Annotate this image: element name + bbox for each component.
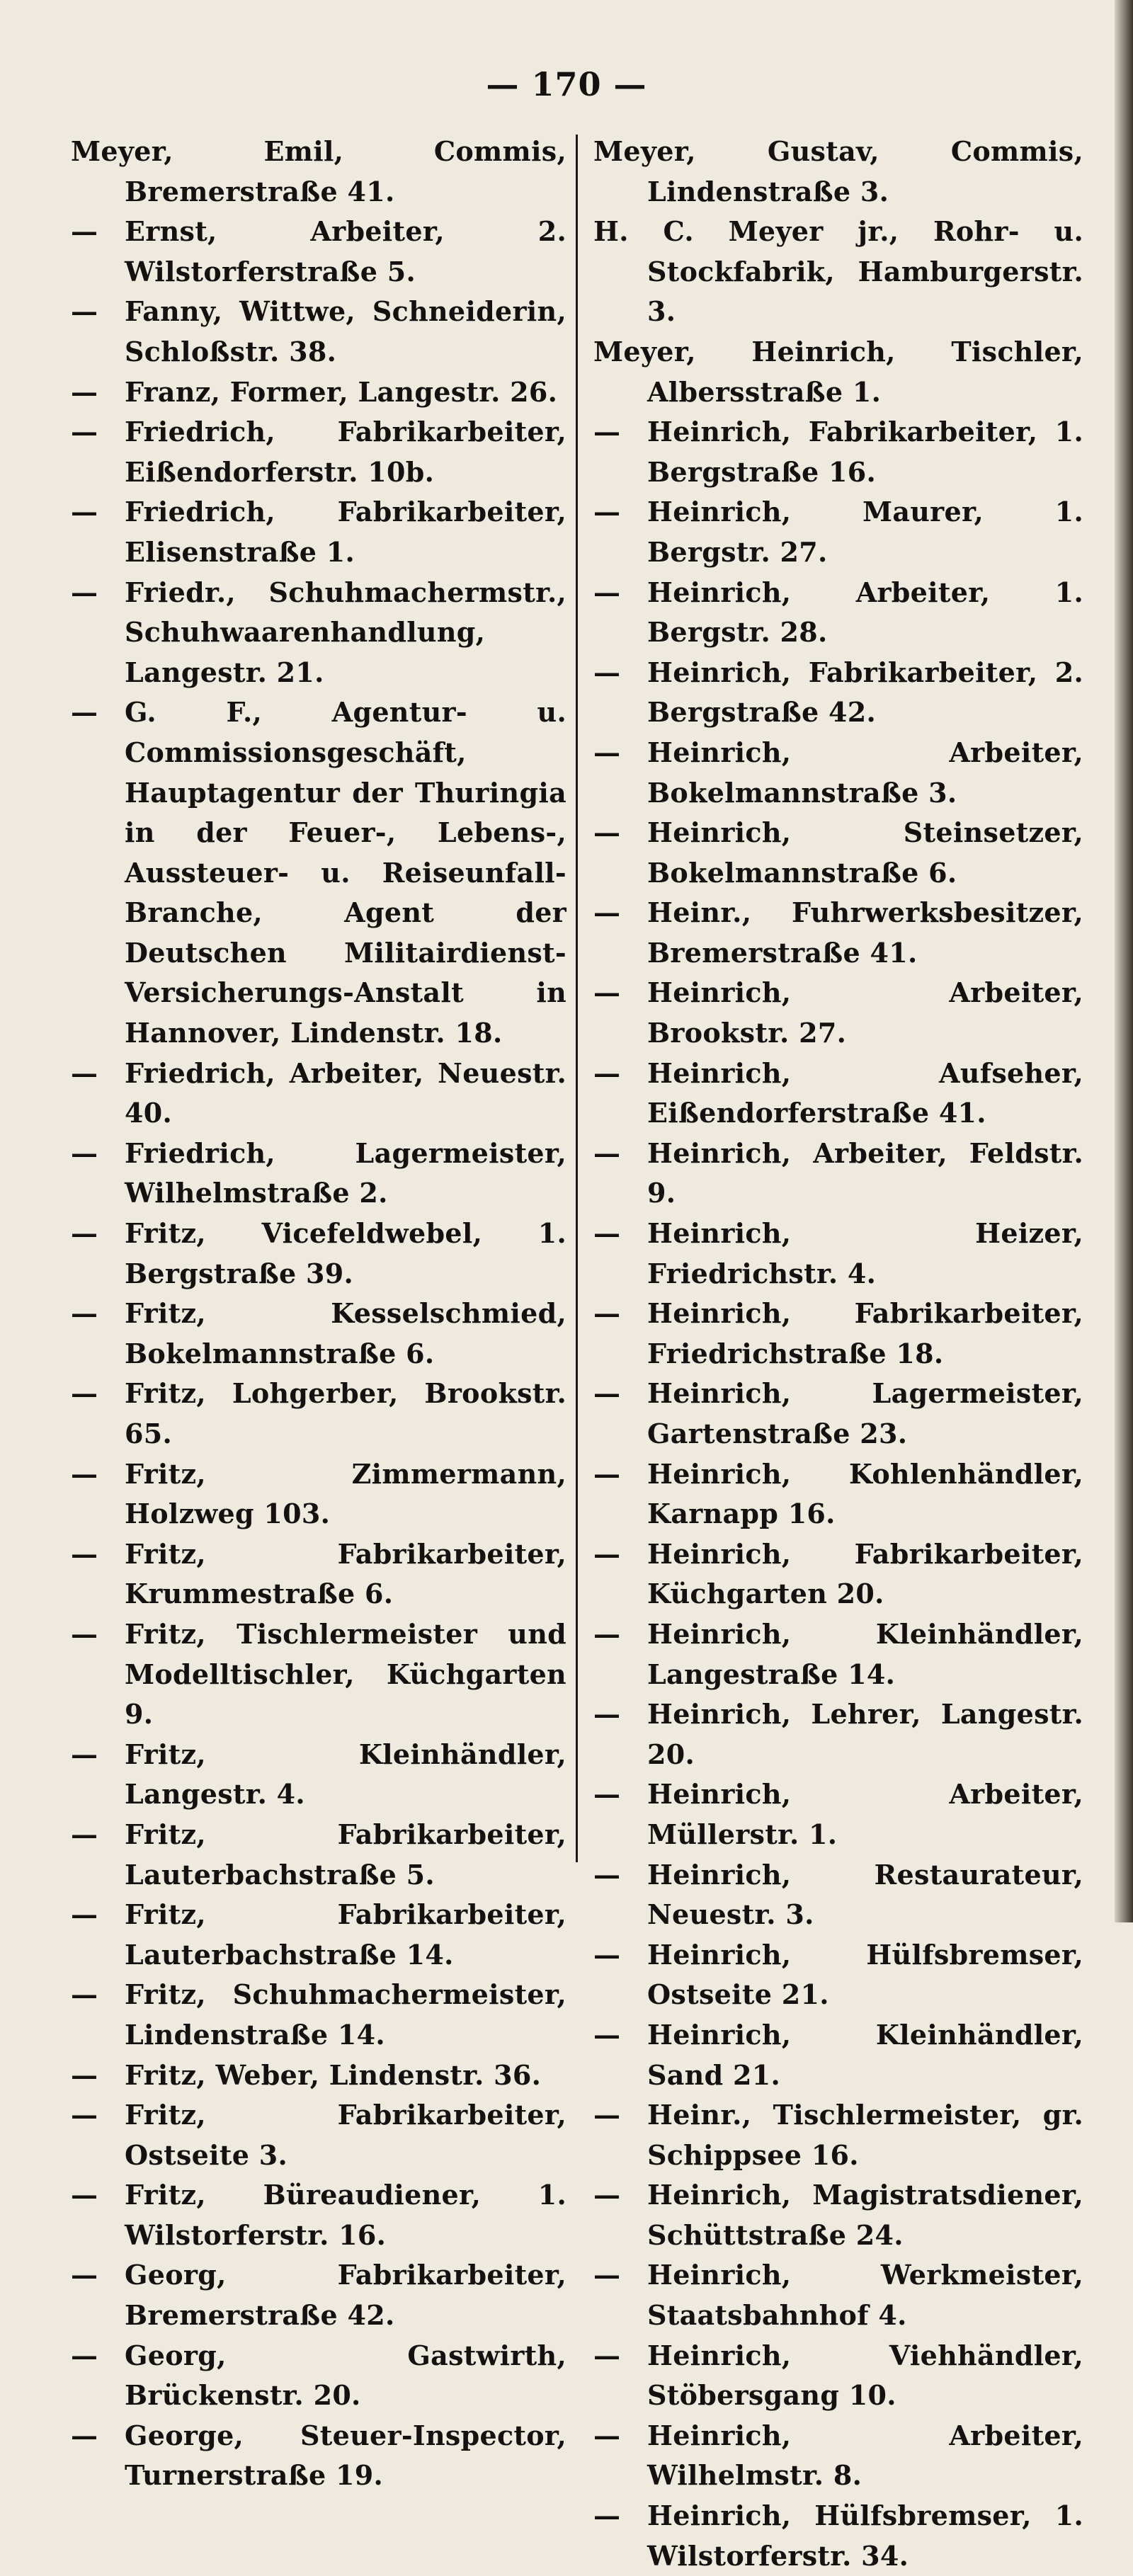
- entry-text: Heinr., Fuhrwerksbesitzer, Bremerstraße 41.: [647, 896, 1083, 969]
- entry-text: Heinrich, Kleinhändler, Langestraße 14.: [647, 1617, 1083, 1690]
- entry-text: Rohr- u. Stockfabrik, Hamburgerstr. 3.: [647, 215, 1083, 328]
- entry-text: Fritz, Kesselschmied, Bokelmannstraße 6.: [125, 1297, 566, 1369]
- directory-entry: [593, 492, 1083, 572]
- ditto-dash: —: [593, 1056, 621, 1089]
- ditto-dash: —: [71, 1136, 98, 1169]
- entry-text: Fritz, Fabrikarbeiter, Lauterbachstraße 14.: [125, 1898, 566, 1971]
- ditto-dash: —: [71, 1056, 98, 1089]
- ditto-dash: —: [71, 1457, 98, 1490]
- directory-entry: [593, 733, 1083, 813]
- entry-text: Fritz, Tischlermeister und Modelltischler, Küchgarten 9.: [125, 1617, 566, 1731]
- directory-entry: [593, 573, 1083, 653]
- ditto-dash: —: [71, 295, 98, 328]
- directory-entry: [71, 1895, 566, 1975]
- ditto-dash: —: [593, 1297, 621, 1330]
- ditto-dash: —: [71, 576, 98, 608]
- entry-text: Heinrich, Lagermeister, Gartenstraße 23.: [647, 1377, 1083, 1449]
- directory-entry: [71, 1214, 566, 1294]
- ditto-dash: —: [71, 1297, 98, 1330]
- ditto-dash: —: [71, 2179, 98, 2211]
- ditto-dash: —: [71, 1738, 98, 1770]
- ditto-dash: —: [593, 2099, 621, 2131]
- ditto-dash: —: [593, 1136, 621, 1169]
- entry-text: Heinrich, Werkmeister, Staatsbahnhof 4.: [647, 2259, 1083, 2332]
- entry-text: Fritz, Weber, Lindenstr. 36.: [125, 2058, 542, 2091]
- entry-text: Heinrich, Fabrikarbeiter, Friedrichstraße 18.: [647, 1297, 1083, 1369]
- entry-text: Heinrich, Fabrikarbeiter, 1. Bergstraße 16.: [647, 416, 1083, 488]
- surname-heading: Meyer,: [593, 135, 696, 167]
- entry-text: Friedrich, Lagermeister, Wilhelmstraße 2.: [125, 1136, 566, 1209]
- page-edge-shadow: [1115, 0, 1133, 1922]
- entry-text: Fritz, Schuhmachermeister, Lindenstraße 14.: [125, 1978, 566, 2051]
- directory-entry: [71, 412, 566, 492]
- entry-text: Emil, Commis, Bremerstraße 41.: [125, 135, 567, 207]
- ditto-dash: —: [71, 416, 98, 448]
- directory-entry: [593, 2255, 1083, 2335]
- directory-entry: [593, 813, 1083, 893]
- ditto-dash: —: [71, 2259, 98, 2291]
- directory-entry: [593, 1214, 1083, 1294]
- directory-entry: [593, 653, 1083, 733]
- ditto-dash: —: [71, 215, 98, 248]
- ditto-dash: —: [593, 1938, 621, 1971]
- entry-text: Fritz, Vicefeldwebel, 1. Bergstraße 39.: [125, 1217, 566, 1289]
- ditto-dash: —: [593, 816, 621, 849]
- entry-text: Franz, Former, Langestr. 26.: [125, 375, 558, 408]
- ditto-dash: —: [593, 416, 621, 448]
- directory-entry: [593, 1294, 1083, 1374]
- directory-entry: [593, 332, 1083, 412]
- ditto-dash: —: [71, 1898, 98, 1931]
- ditto-dash: —: [71, 1818, 98, 1850]
- entry-text: Heinrich, Arbeiter, Bokelmannstraße 3.: [647, 736, 1083, 809]
- directory-entry: [71, 573, 566, 693]
- directory-entry: [71, 1815, 566, 1895]
- entry-text: Gustav, Commis, Lindenstraße 3.: [647, 135, 1084, 207]
- entry-text: Heinr., Tischlermeister, gr. Schippsee 16.: [647, 2099, 1083, 2171]
- directory-entry: [593, 1374, 1083, 1454]
- ditto-dash: —: [593, 736, 621, 768]
- entry-text: Heinrich, Arbeiter, Brookstr. 27.: [647, 976, 1083, 1049]
- directory-entry: [593, 1054, 1083, 1134]
- surname-heading: Meyer,: [71, 135, 173, 167]
- column-divider: [576, 135, 578, 1862]
- directory-entry: [593, 2496, 1083, 2576]
- ditto-dash: —: [71, 1537, 98, 1570]
- ditto-dash: —: [71, 375, 98, 408]
- directory-entry: [593, 132, 1083, 212]
- ditto-dash: —: [71, 1377, 98, 1410]
- left-column: [71, 132, 566, 2496]
- ditto-dash: —: [593, 656, 621, 688]
- ditto-dash: —: [71, 1617, 98, 1650]
- directory-entry: [71, 2416, 566, 2496]
- directory-entry: [593, 1614, 1083, 1694]
- directory-entry: [71, 1374, 566, 1454]
- entry-text: Fritz, Kleinhändler, Langestr. 4.: [125, 1738, 566, 1811]
- entry-text: Fritz, Fabrikarbeiter, Ostseite 3.: [125, 2099, 566, 2171]
- directory-entry: [593, 1855, 1083, 1935]
- entry-text: Heinrich, Magistratsdiener, Schüttstraße 24.: [647, 2179, 1083, 2251]
- directory-entry: [71, 1614, 566, 1735]
- entry-text: Heinrich, Fabrikarbeiter, Küchgarten 20.: [647, 1537, 1083, 1610]
- ditto-dash: —: [593, 576, 621, 608]
- page-number: — 170 —: [486, 65, 647, 103]
- entry-text: Friedrich, Fabrikarbeiter, Elisenstraße 1.: [125, 496, 566, 568]
- entry-text: Heinrich, Kohlenhändler, Karnapp 16.: [647, 1457, 1083, 1530]
- entry-text: Heinrich, Fabrikarbeiter, 2. Bergstraße 42.: [647, 656, 1083, 729]
- entry-text: Heinrich, Arbeiter, Wilhelmstr. 8.: [647, 2419, 1083, 2492]
- directory-entry: [593, 2336, 1083, 2416]
- ditto-dash: —: [593, 1537, 621, 1570]
- entry-text: Friedr., Schuhmachermstr., Schuhwaarenhandlung, Langestr. 21.: [125, 576, 566, 688]
- entry-text: Heinrich, Arbeiter, 1. Bergstr. 28.: [647, 576, 1083, 649]
- right-column: [593, 132, 1083, 2576]
- directory-entry: [71, 2175, 566, 2255]
- directory-entry: [71, 1294, 566, 1374]
- entry-text: Heinrich, Tischler, Albersstraße 1.: [647, 335, 1084, 408]
- directory-entry: [71, 2336, 566, 2416]
- ditto-dash: —: [71, 2339, 98, 2371]
- ditto-dash: —: [593, 2179, 621, 2211]
- directory-entry: [71, 1534, 566, 1614]
- ditto-dash: —: [71, 1217, 98, 1250]
- directory-entry: [593, 2015, 1083, 2095]
- entry-text: Friedrich, Fabrikarbeiter, Eißendorferstr. 10b.: [125, 416, 566, 488]
- directory-entry: [593, 412, 1083, 492]
- ditto-dash: —: [593, 2018, 621, 2051]
- entry-text: Georg, Gastwirth, Brückenstr. 20.: [125, 2339, 566, 2412]
- entry-text: Fritz, Fabrikarbeiter, Lauterbachstraße 5.: [125, 1818, 566, 1891]
- entry-text: Heinrich, Aufseher, Eißendorferstraße 41.: [647, 1056, 1083, 1129]
- ditto-dash: —: [593, 496, 621, 528]
- ditto-dash: —: [71, 1978, 98, 2011]
- ditto-dash: —: [593, 1457, 621, 1490]
- directory-entry: [593, 973, 1083, 1053]
- directory-entry: [593, 893, 1083, 973]
- ditto-dash: —: [593, 976, 621, 1009]
- directory-entry: [71, 2056, 566, 2096]
- directory-entry: [593, 2175, 1083, 2255]
- directory-entry: [71, 693, 566, 1053]
- directory-entry: [71, 212, 566, 292]
- directory-entry: [593, 2095, 1083, 2175]
- surname-heading: H. C. Meyer jr.,: [593, 215, 899, 248]
- ditto-dash: —: [593, 2339, 621, 2371]
- entry-text: Heinrich, Arbeiter, Feldstr. 9.: [647, 1136, 1083, 1209]
- directory-entry: [71, 132, 566, 212]
- directory-entry: [71, 292, 566, 372]
- ditto-dash: —: [71, 2419, 98, 2451]
- ditto-dash: —: [593, 1217, 621, 1250]
- entry-text: Heinrich, Restaurateur, Neuestr. 3.: [647, 1858, 1083, 1931]
- directory-entry: [71, 2095, 566, 2175]
- directory-entry: [593, 1454, 1083, 1534]
- entry-text: Heinrich, Viehhändler, Stöbersgang 10.: [647, 2339, 1083, 2412]
- entry-text: Fritz, Lohgerber, Brookstr. 65.: [125, 1377, 566, 1449]
- directory-entry: [71, 1134, 566, 1214]
- directory-entry: [593, 1694, 1083, 1774]
- ditto-dash: —: [593, 1778, 621, 1811]
- entry-text: Fanny, Wittwe, Schneiderin, Schloßstr. 38.: [125, 295, 566, 367]
- entry-text: Heinrich, Arbeiter, Müllerstr. 1.: [647, 1778, 1083, 1850]
- entry-text: Heinrich, Hülfsbremser, 1. Wilstorferstr. 34.: [647, 2500, 1083, 2572]
- directory-entry: [71, 1975, 566, 2055]
- ditto-dash: —: [71, 496, 98, 528]
- ditto-dash: —: [593, 2419, 621, 2451]
- entry-text: Heinrich, Maurer, 1. Bergstr. 27.: [647, 496, 1083, 568]
- ditto-dash: —: [593, 2500, 621, 2532]
- ditto-dash: —: [593, 1617, 621, 1650]
- directory-entry: [71, 1454, 566, 1534]
- directory-entry: [71, 372, 566, 413]
- directory-entry: [71, 492, 566, 572]
- entry-text: Heinrich, Hülfsbremser, Ostseite 21.: [647, 1938, 1083, 2011]
- entry-text: Fritz, Fabrikarbeiter, Krummestraße 6.: [125, 1537, 566, 1610]
- directory-entry: [71, 1735, 566, 1815]
- entry-text: Fritz, Zimmermann, Holzweg 103.: [125, 1457, 566, 1530]
- ditto-dash: —: [593, 1858, 621, 1891]
- entry-text: Heinrich, Lehrer, Langestr. 20.: [647, 1698, 1083, 1770]
- ditto-dash: —: [71, 2099, 98, 2131]
- ditto-dash: —: [593, 2259, 621, 2291]
- entry-text: Heinrich, Kleinhändler, Sand 21.: [647, 2018, 1083, 2091]
- entry-text: George, Steuer-Inspector, Turnerstraße 19.: [125, 2419, 566, 2492]
- entry-text: Heinrich, Heizer, Friedrichstr. 4.: [647, 1217, 1083, 1289]
- directory-entry: [593, 212, 1083, 332]
- surname-heading: Meyer,: [593, 335, 696, 367]
- entry-text: Ernst, Arbeiter, 2. Wilstorferstraße 5.: [125, 215, 566, 287]
- entry-text: Heinrich, Steinsetzer, Bokelmannstraße 6.: [647, 816, 1083, 889]
- entry-text: Fritz, Büreaudiener, 1. Wilstorferstr. 16.: [125, 2179, 566, 2251]
- directory-entry: [71, 1054, 566, 1134]
- ditto-dash: —: [593, 896, 621, 929]
- ditto-dash: —: [71, 696, 98, 729]
- ditto-dash: —: [593, 1698, 621, 1731]
- directory-entry: [593, 1134, 1083, 1214]
- entry-text: Georg, Fabrikarbeiter, Bremerstraße 42.: [125, 2259, 566, 2332]
- directory-entry: [593, 1774, 1083, 1854]
- directory-entry: [593, 2416, 1083, 2496]
- entry-text: Friedrich, Arbeiter, Neuestr. 40.: [125, 1056, 566, 1129]
- directory-entry: [593, 1534, 1083, 1614]
- directory-entry: [593, 1935, 1083, 2015]
- entry-text: G. F., Agentur- u. Commissionsgeschäft, Hauptagentur der Thuringia in der Feuer-, Lebens-, Aussteuer- u. Reiseunfall-Branche, Agent der Deutschen Militairdienst-Versicherungs-Anstalt in Hannover, Lindenstr. 18.: [125, 696, 566, 1049]
- directory-entry: [71, 2255, 566, 2335]
- ditto-dash: —: [71, 2058, 98, 2091]
- ditto-dash: —: [593, 1377, 621, 1410]
